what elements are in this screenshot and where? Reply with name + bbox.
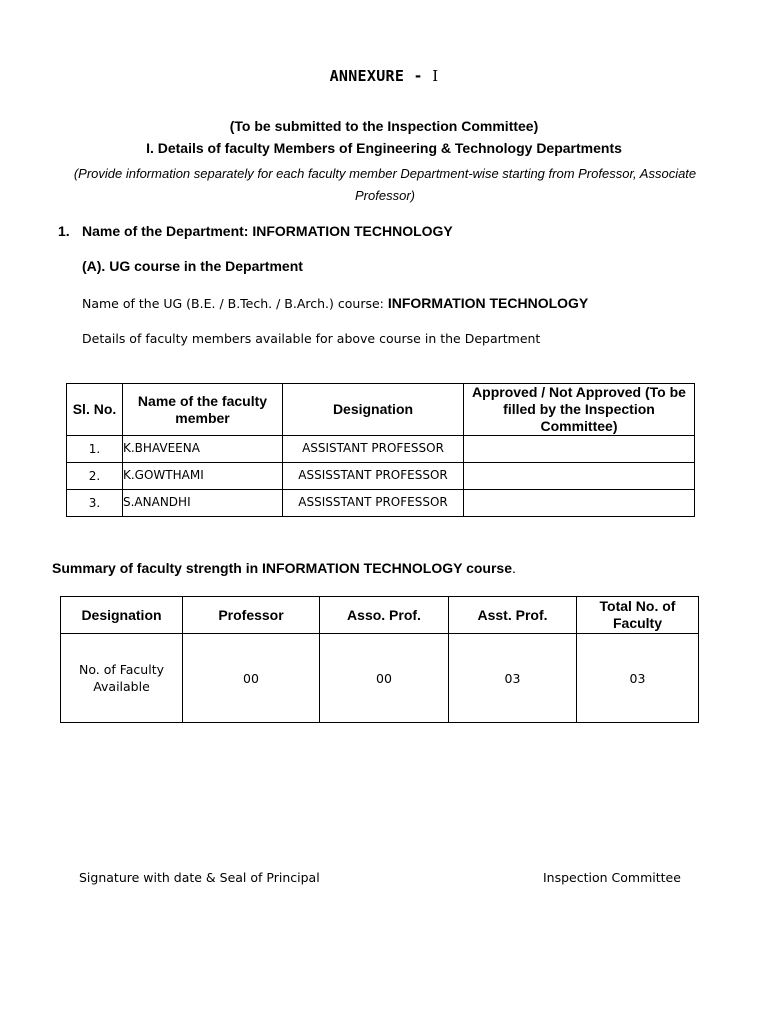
- annexure-title: [0, 67, 768, 85]
- summary-header-total: Total No. of Faculty: [577, 597, 699, 634]
- header-sl-no: Sl. No.: [67, 384, 123, 436]
- cell-sl-no: 2.: [67, 463, 123, 490]
- cell-designation: ASSISSTANT PROFESSOR: [283, 463, 464, 490]
- summary-cell-asso-prof: 00: [320, 634, 449, 723]
- cell-approved[interactable]: [464, 463, 695, 490]
- summary-header-designation: Designation: [61, 597, 183, 634]
- section-title: I. Details of faculty Members of Engineering & Technology Departments: [146, 140, 622, 156]
- ug-heading: (A). UG course in the Department: [82, 258, 303, 274]
- summary-title-text: Summary of faculty strength in INFORMATION TECHNOLOGY course: [52, 560, 512, 576]
- cell-approved[interactable]: [464, 436, 695, 463]
- department-line: [58, 223, 453, 239]
- header-designation: Designation: [283, 384, 464, 436]
- summary-data-row: [61, 634, 699, 723]
- summary-cell-asst-prof: 03: [449, 634, 577, 723]
- cell-faculty-name: K.BHAVEENA: [123, 436, 283, 463]
- summary-header-row: [61, 597, 699, 634]
- cell-sl-no: 1.: [67, 436, 123, 463]
- faculty-table: [66, 383, 695, 517]
- table-row: [67, 490, 695, 517]
- cell-designation: ASSISSTANT PROFESSOR: [283, 490, 464, 517]
- annexure-title-roman: I: [432, 67, 439, 85]
- instruction-note: (Provide information separately for each faculty member Department-wise starting from Professor, Associate Professor): [73, 166, 697, 203]
- faculty-details-text: Details of faculty members available for above course in the Department: [82, 331, 541, 346]
- faculty-table-header-row: [67, 384, 695, 436]
- summary-title: [52, 560, 516, 576]
- summary-table: [60, 596, 699, 723]
- ug-course-line: [82, 295, 588, 311]
- summary-title-end: .: [511, 560, 516, 576]
- summary-header-asst-prof: Asst. Prof.: [449, 597, 577, 634]
- annexure-title-main: ANNEXURE -: [329, 67, 433, 85]
- ug-course-label: Name of the UG (B.E. / B.Tech. / B.Arch.) course:: [82, 296, 388, 311]
- department-value: INFORMATION TECHNOLOGY: [252, 223, 453, 239]
- cell-faculty-name: S.ANANDHI: [123, 490, 283, 517]
- summary-header-asso-prof: Asso. Prof.: [320, 597, 449, 634]
- submitted-note: (To be submitted to the Inspection Committee): [229, 118, 539, 134]
- department-label: Name of the Department:: [82, 223, 253, 239]
- table-row: [67, 463, 695, 490]
- summary-cell-total: 03: [577, 634, 699, 723]
- header-faculty-name: Name of the faculty member: [123, 384, 283, 436]
- header-approved: Approved / Not Approved (To be filled by the Inspection Committee): [464, 384, 695, 436]
- ug-course-value: INFORMATION TECHNOLOGY: [387, 295, 589, 311]
- principal-signature-label: Signature with date & Seal of Principal: [79, 870, 320, 885]
- department-number: 1.: [58, 223, 70, 239]
- table-row: [67, 436, 695, 463]
- cell-sl-no: 3.: [67, 490, 123, 517]
- summary-cell-label: No. of Faculty Available: [61, 634, 183, 723]
- inspection-committee-label: Inspection Committee: [543, 870, 681, 885]
- summary-header-professor: Professor: [183, 597, 320, 634]
- summary-cell-professor: 00: [183, 634, 320, 723]
- cell-designation: ASSISTANT PROFESSOR: [283, 436, 464, 463]
- cell-faculty-name: K.GOWTHAMI: [123, 463, 283, 490]
- cell-approved[interactable]: [464, 490, 695, 517]
